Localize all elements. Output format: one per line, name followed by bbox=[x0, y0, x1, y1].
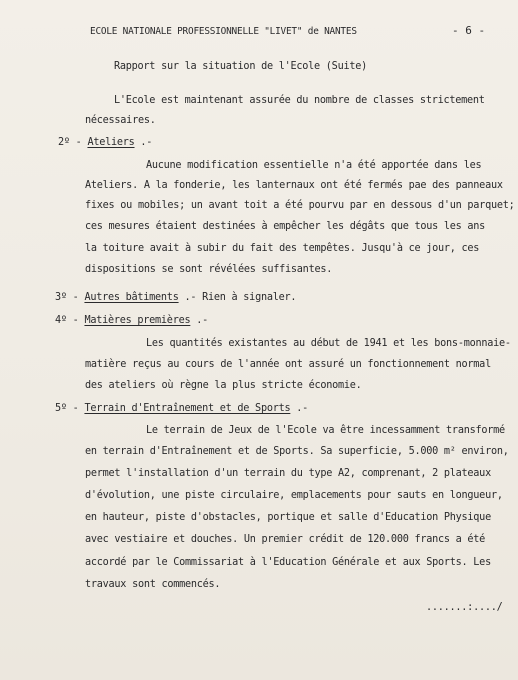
paragraph-line: avec vestiaire et douches. Un premier crédit de 120.000 francs a été bbox=[85, 534, 486, 545]
report-title: Rapport sur la situation de l'Ecole (Suite) bbox=[114, 61, 367, 72]
section-suffix: .- bbox=[140, 137, 153, 148]
section-title: Ateliers bbox=[87, 137, 135, 148]
section-number: 5º - bbox=[55, 403, 79, 414]
section-number: 3º - bbox=[55, 292, 79, 303]
section-suffix: .- Rien à signaler. bbox=[184, 292, 297, 303]
intro-line: L'Ecole est maintenant assurée du nombre de classes strictement bbox=[114, 95, 485, 106]
continuation-mark: .......:..../ bbox=[426, 602, 503, 613]
section-title: Terrain d'Entraînement et de Sports bbox=[84, 403, 291, 414]
paragraph-line: Aucune modification essentielle n'a été apportée dans les bbox=[146, 160, 482, 171]
paragraph-line: matière reçus au cours de l'année ont assuré un fonctionnement normal bbox=[85, 359, 491, 370]
intro-line: nécessaires. bbox=[85, 115, 156, 126]
paragraph-line: Ateliers. A la fonderie, les lanternaux ont été fermés pae des panneaux bbox=[85, 180, 503, 191]
section-heading-matieres bbox=[55, 315, 208, 327]
section-heading-autres bbox=[55, 292, 296, 304]
paragraph-line: en terrain d'Entraînement et de Sports. Sa superficie, 5.000 m² environ, bbox=[85, 446, 509, 457]
paragraph-line: ces mesures étaient destinées à empêcher les dégâts que tous les ans bbox=[85, 221, 486, 232]
section-title: Autres bâtiments bbox=[84, 292, 179, 303]
section-suffix: .- bbox=[196, 315, 209, 326]
paragraph-line: d'évolution, une piste circulaire, emplacements pour sauts en longueur, bbox=[85, 490, 503, 501]
paragraph-line: des ateliers où règne la plus stricte économie. bbox=[85, 380, 362, 391]
paragraph-line: permet l'installation d'un terrain du type A2, comprenant, 2 plateaux bbox=[85, 468, 491, 479]
section-title: Matières premières bbox=[84, 315, 191, 326]
page-number: - 6 - bbox=[452, 24, 486, 37]
paragraph-line: accordé par le Commissariat à l'Education Générale et aux Sports. Les bbox=[85, 557, 491, 568]
paragraph-line: la toiture avait à subir du fait des tempêtes. Jusqu'à ce jour, ces bbox=[85, 243, 480, 254]
section-heading-terrain bbox=[55, 403, 308, 415]
paragraph-line: Les quantités existantes au début de 1941 et les bons-monnaie- bbox=[146, 338, 511, 349]
paragraph-line: fixes ou mobiles; un avant toit a été pourvu par en dessous d'un parquet; bbox=[85, 200, 515, 211]
paragraph-line: dispositions se sont révélées suffisantes. bbox=[85, 264, 333, 275]
section-number: 2º - bbox=[58, 137, 82, 148]
paragraph-line: en hauteur, piste d'obstacles, portique et salle d'Education Physique bbox=[85, 512, 491, 523]
section-suffix: .- bbox=[296, 403, 309, 414]
section-heading-ateliers bbox=[58, 137, 152, 149]
section-number: 4º - bbox=[55, 315, 79, 326]
school-header: ECOLE NATIONALE PROFESSIONNELLE "LIVET" de NANTES bbox=[90, 26, 357, 37]
paragraph-line: Le terrain de Jeux de l'Ecole va être incessamment transformé bbox=[146, 425, 505, 436]
paragraph-line: travaux sont commencés. bbox=[85, 579, 221, 590]
